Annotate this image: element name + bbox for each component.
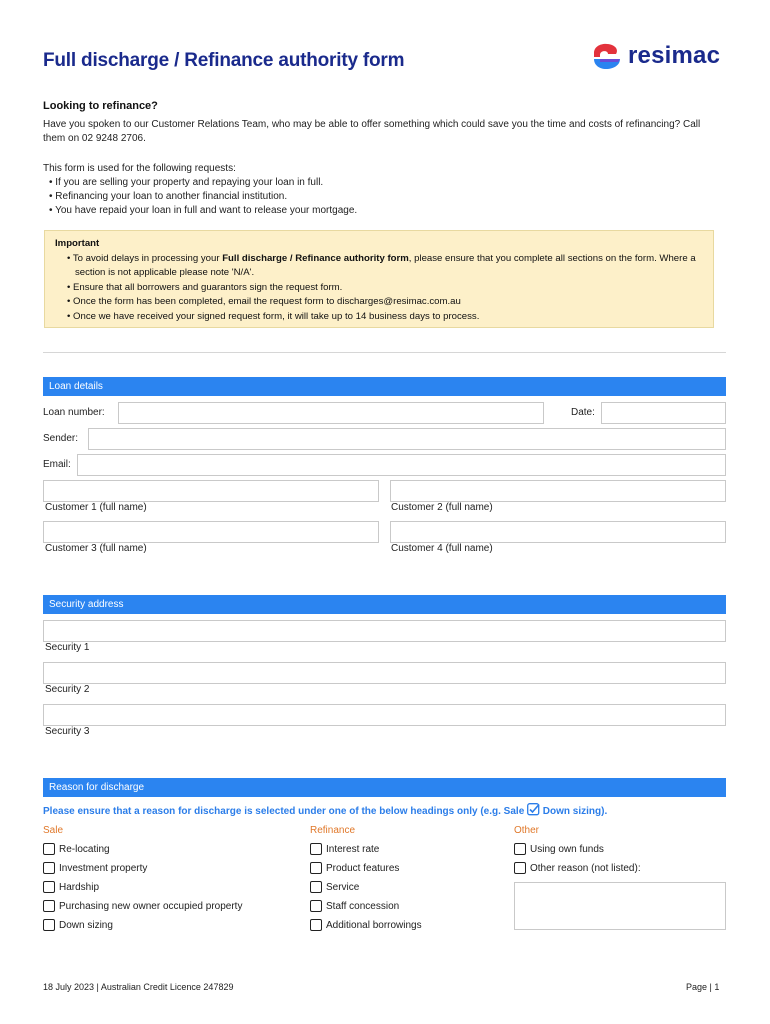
requests-block: [43, 162, 713, 218]
other-reason-option[interactable]: Other reason (not listed):: [514, 862, 641, 874]
checkbox[interactable]: [310, 900, 322, 912]
refinance-heading: Refinance: [310, 825, 356, 836]
important-item: • Once the form has been completed, email the request form to discharges@resimac.com.au: [67, 296, 461, 307]
loan-details-header: Loan details: [43, 377, 726, 396]
checked-box-icon: [527, 803, 540, 816]
divider: [43, 352, 726, 353]
customer3-label: Customer 3 (full name): [45, 543, 147, 554]
date-label: Date:: [571, 407, 595, 418]
sale-purchasing-option[interactable]: Purchasing new owner occupied property: [43, 900, 242, 912]
checkbox[interactable]: [43, 919, 55, 931]
intro-heading: Looking to refinance?: [43, 100, 158, 112]
security3-label: Security 3: [45, 726, 90, 737]
email-label: Email:: [43, 459, 71, 470]
request-item: • You have repaid your loan in full and want to release your mortgage.: [49, 205, 358, 216]
page-number: Page | 1: [686, 982, 720, 992]
checkbox[interactable]: [514, 843, 526, 855]
request-item: • If you are selling your property and repaying your loan in full.: [49, 177, 324, 188]
refinance-service-option[interactable]: Service: [310, 881, 359, 893]
checkbox[interactable]: [310, 862, 322, 874]
logo-text: resimac: [628, 42, 721, 69]
checkbox[interactable]: [310, 881, 322, 893]
resimac-logo-icon: [590, 41, 624, 71]
refinance-interest-option[interactable]: Interest rate: [310, 843, 379, 855]
security-address-header: Security address: [43, 595, 726, 614]
security1-input[interactable]: [43, 620, 726, 642]
customer1-input[interactable]: [43, 480, 379, 502]
checkbox[interactable]: [514, 862, 526, 874]
security3-input[interactable]: [43, 704, 726, 726]
sale-hardship-option[interactable]: Hardship: [43, 881, 99, 893]
important-title: Important: [55, 238, 100, 249]
sale-relocating-option[interactable]: Re-locating: [43, 843, 110, 855]
request-item: • Refinancing your loan to another financial institution.: [49, 191, 288, 202]
checkbox[interactable]: [43, 862, 55, 874]
sale-heading: Sale: [43, 825, 64, 836]
loan-number-label: Loan number:: [43, 407, 105, 418]
date-input[interactable]: [601, 402, 726, 424]
other-own-funds-option[interactable]: Using own funds: [514, 843, 604, 855]
reason-note: Please ensure that a reason for discharge is selected under one of the below headings only (e.g. Sale Down sizing).: [43, 803, 607, 817]
checkbox[interactable]: [43, 900, 55, 912]
important-item: • Ensure that all borrowers and guarantors sign the request form.: [67, 281, 343, 293]
sale-downsizing-option[interactable]: Down sizing: [43, 919, 113, 931]
important-item: • To avoid delays in processing your Full discharge / Refinance authority form, please ensure that you complete all sections on the form. Where a section is not applicable please note 'N/A'.: [67, 252, 696, 278]
loan-number-input[interactable]: [118, 402, 544, 424]
sender-label: Sender:: [43, 433, 79, 444]
page-title: Full discharge / Refinance authority form: [43, 50, 405, 71]
footer-left: 18 July 2023 | Australian Credit Licence 247829: [43, 982, 234, 992]
checkbox[interactable]: [310, 919, 322, 931]
security1-label: Security 1: [45, 642, 90, 653]
checkbox[interactable]: [310, 843, 322, 855]
customer3-input[interactable]: [43, 521, 379, 543]
important-item: • Once we have received your signed request form, it will take up to 14 business days to process.: [67, 310, 480, 322]
customer4-label: Customer 4 (full name): [391, 543, 493, 554]
requests-intro: This form is used for the following requests:: [43, 163, 236, 174]
checkbox[interactable]: [43, 881, 55, 893]
email-input[interactable]: [77, 454, 726, 476]
customer2-input[interactable]: [390, 480, 726, 502]
security2-input[interactable]: [43, 662, 726, 684]
checkbox[interactable]: [43, 843, 55, 855]
customer2-label: Customer 2 (full name): [391, 502, 493, 513]
refinance-borrowings-option[interactable]: Additional borrowings: [310, 919, 422, 931]
sender-input[interactable]: [88, 428, 726, 450]
customer4-input[interactable]: [390, 521, 726, 543]
refinance-staff-option[interactable]: Staff concession: [310, 900, 399, 912]
reason-header: Reason for discharge: [43, 778, 726, 797]
security2-label: Security 2: [45, 684, 90, 695]
refinance-features-option[interactable]: Product features: [310, 862, 399, 874]
other-heading: Other: [514, 825, 540, 836]
sale-investment-option[interactable]: Investment property: [43, 862, 147, 874]
intro-paragraph: Have you spoken to our Customer Relations Team, who may be able to offer something which could save you the time and costs of refinancing? Call them on 02 9248 2706.: [43, 119, 701, 144]
resimac-logo: [590, 40, 720, 72]
important-notice: [44, 230, 714, 328]
customer1-label: Customer 1 (full name): [45, 502, 147, 513]
other-reason-textarea[interactable]: [514, 882, 726, 930]
